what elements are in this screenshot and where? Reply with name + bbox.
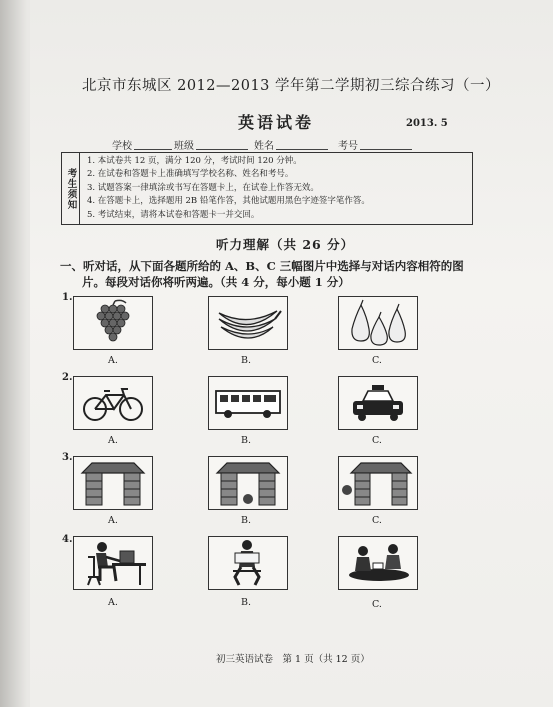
notice-heading: 考生须知 [65,167,77,210]
notice-item: 3. 试题答案一律填涂或书写在答题卡上，在试卷上作答无效。 [87,182,319,193]
field-school-label: 学校 [112,141,132,152]
option-box-3c[interactable] [338,456,418,510]
man-reading-icon [209,537,287,589]
bus-icon [209,377,287,429]
question-number: 4. [62,534,73,545]
option-box-2c[interactable] [338,376,418,430]
option-box-3b[interactable] [208,456,288,510]
field-name-label: 姓名 [254,141,274,152]
option-label: A. [108,355,118,366]
option-label: A. [108,435,118,446]
page-footer: 初三英语试卷 第 1 页（共 12 页） [216,654,370,665]
notice-list [87,155,370,222]
desk-ball-under-icon [209,457,287,509]
notice-heading-cell [62,153,80,224]
option-box-2a[interactable] [73,376,153,430]
section-instruction-line1: 一、听对话，从下面各题所给的 A、B、C 三幅图片中选择与对话内容相符的图 [60,259,464,273]
section-title: 听力理解（共 26 分） [216,237,355,252]
field-school-line [134,149,172,150]
exam-date: 2013. 5 [406,118,448,129]
option-label: C. [372,355,382,366]
desk-icon [74,457,152,509]
exam-subject: 英语试卷 [238,113,315,132]
notice-item: 1. 本试卷共 12 页，满分 120 分，考试时间 120 分钟。 [87,156,302,166]
field-id-line [360,149,412,150]
notice-item: 5. 考试结束，请将本试卷和答题卡一并交回。 [87,209,260,220]
field-class-line [196,149,248,150]
option-label: B. [241,597,252,608]
people-talking-icon [339,537,417,589]
notice-item: 2. 在试卷和答题卡上准确填写学校名称、姓名和考号。 [87,169,294,180]
option-box-4c[interactable] [338,536,418,590]
exam-title: 北京市东城区 2012—2013 学年第二学期初三综合练习（一） [82,78,501,94]
question-number: 1. [62,292,73,303]
field-class-label: 班级 [174,141,194,152]
section-instruction-line2: 片。每段对话你将听两遍。（共 4 分，每小题 1 分） [82,275,350,289]
option-box-4a[interactable] [73,536,153,590]
option-box-2b[interactable] [208,376,288,430]
page-shadow-edge [0,0,30,707]
option-label: B. [241,435,252,446]
question-number: 3. [62,452,73,463]
man-computer-icon [74,537,152,589]
pears-icon [339,297,417,349]
option-box-3a[interactable] [73,456,153,510]
desk-ball-beside-icon [339,457,417,509]
field-name-line [276,149,328,150]
bananas-icon [209,297,287,349]
field-id-label: 考号 [338,141,358,152]
option-label: C. [372,435,382,446]
option-label: A. [108,515,118,526]
option-label: B. [241,355,252,366]
option-box-1c[interactable] [338,296,418,350]
option-box-1b[interactable] [208,296,288,350]
question-number: 2. [62,372,73,383]
option-box-1a[interactable] [73,296,153,350]
bicycle-icon [74,377,152,429]
grapes-icon [74,297,152,349]
notice-item: 4. 在答题卡上，选择题用 2B 铅笔作答，其他试题用黑色字迹签字笔作答。 [87,196,370,207]
option-box-4b[interactable] [208,536,288,590]
notice-box [61,152,473,225]
option-label: B. [241,515,252,526]
option-label: C. [372,515,382,526]
option-label: C. [372,599,382,610]
option-label: A. [108,597,118,608]
taxi-icon [339,377,417,429]
